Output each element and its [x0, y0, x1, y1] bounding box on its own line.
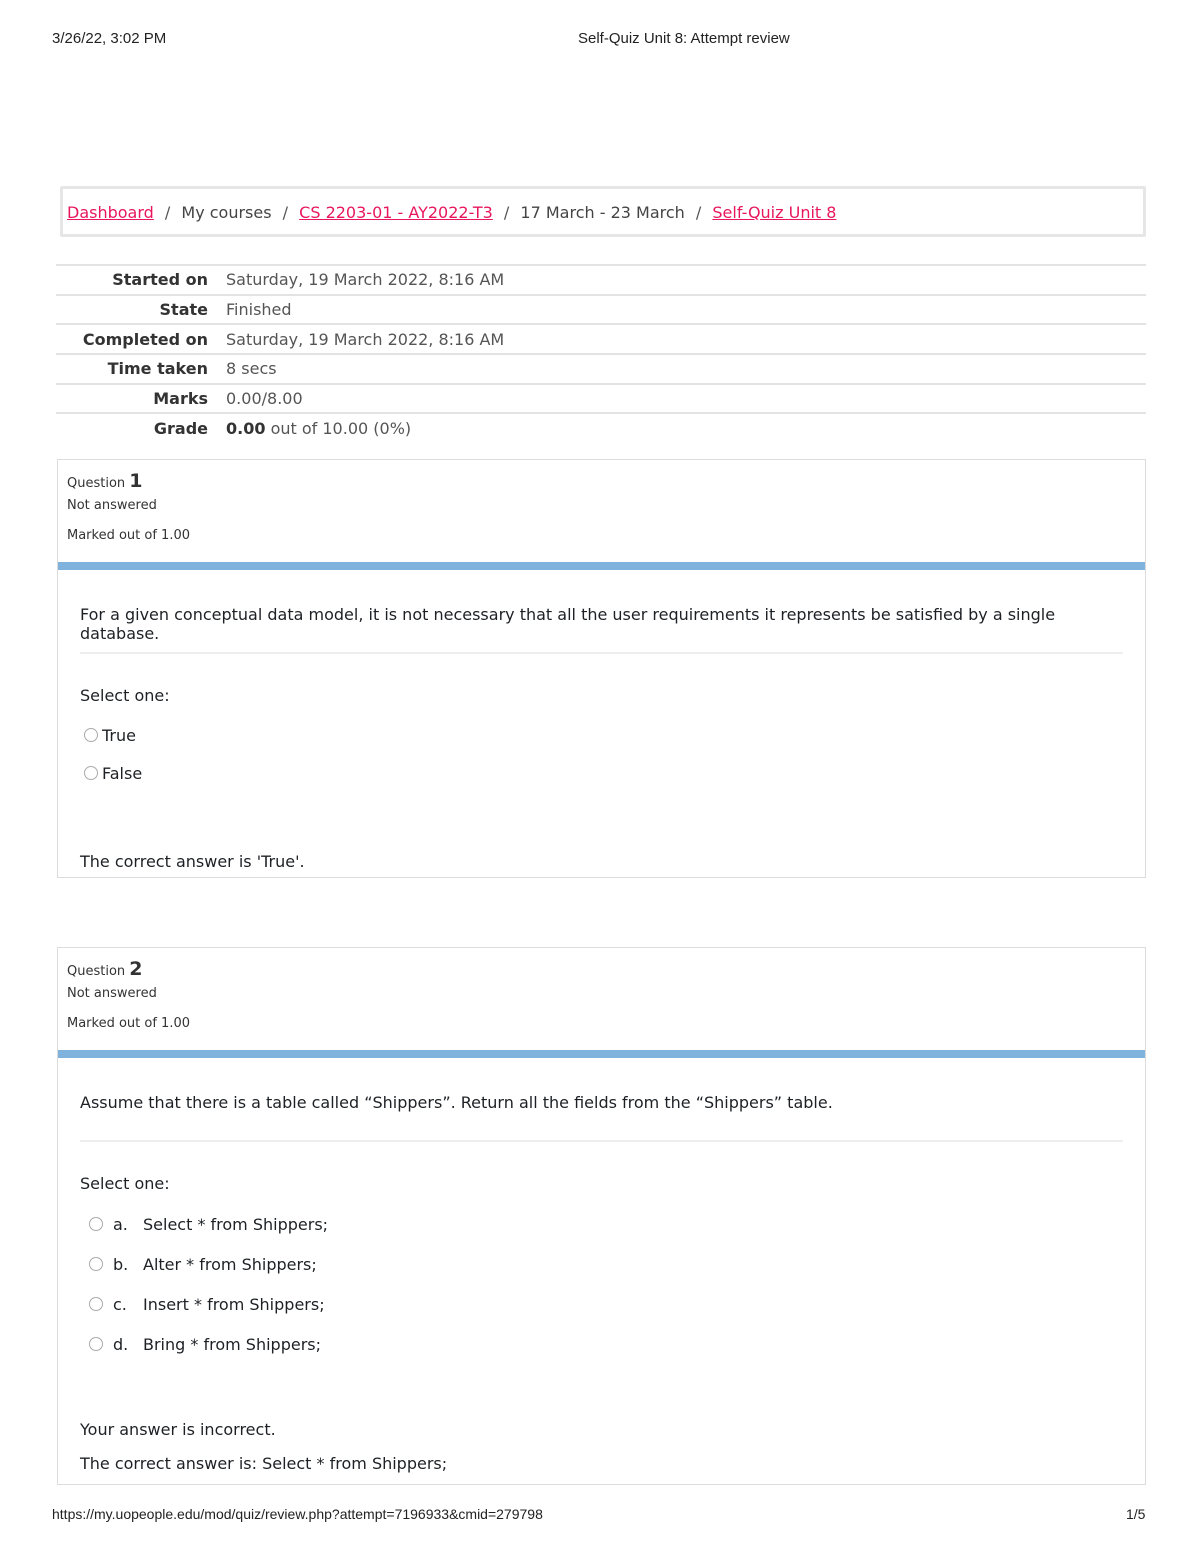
- question-divider-bar: [58, 562, 1145, 570]
- radio-button[interactable]: [89, 1297, 103, 1311]
- summary-label: Marks: [153, 389, 208, 409]
- breadcrumb: [60, 186, 1146, 237]
- question-text: Assume that there is a table called “Shippers”. Return all the fields from the “Shippers” table.: [80, 1058, 1123, 1142]
- option-letter: b.: [113, 1254, 129, 1274]
- question-status: Not answered: [67, 986, 157, 1001]
- question-label: Question: [67, 964, 126, 979]
- answer-option-b[interactable]: [80, 1244, 1123, 1284]
- question-label: Question: [67, 476, 126, 491]
- option-letter: d.: [113, 1334, 129, 1354]
- summary-label: Completed on: [82, 329, 208, 349]
- summary-label: Grade: [153, 419, 208, 439]
- question-1: [57, 459, 1146, 878]
- summary-value: Saturday, 19 March 2022, 8:16 AM: [226, 329, 505, 349]
- print-datetime: 3/26/22, 3:02 PM: [52, 30, 167, 47]
- question-number: [67, 958, 1145, 986]
- radio-button[interactable]: [89, 1257, 103, 1271]
- summary-row-marks: [56, 384, 1146, 414]
- summary-value: [226, 413, 1146, 443]
- radio-button[interactable]: [84, 766, 98, 780]
- option-text: Alter * from Shippers;: [143, 1254, 317, 1274]
- summary-value: 8 secs: [226, 359, 277, 379]
- correct-answer-text: The correct answer is: Select * from Shippers;: [80, 1453, 448, 1473]
- summary-value: Finished: [226, 300, 292, 320]
- question-feedback: [58, 844, 1145, 878]
- question-info: [58, 948, 1145, 1050]
- summary-row-completed-on: [56, 324, 1146, 354]
- summary-row-state: [56, 295, 1146, 325]
- question-divider-bar: [58, 1050, 1145, 1058]
- select-one-label: Select one:: [80, 1174, 170, 1193]
- question-number: [67, 470, 1145, 498]
- print-page-title: Self-Quiz Unit 8: Attempt review: [578, 30, 790, 47]
- breadcrumb-dashboard[interactable]: Dashboard: [67, 203, 154, 222]
- answer-option-false[interactable]: [80, 754, 1123, 792]
- radio-button[interactable]: [84, 728, 98, 742]
- question-content: [58, 1058, 1145, 1364]
- option-text: True: [102, 725, 136, 745]
- answer-option-true[interactable]: [80, 716, 1123, 754]
- print-url: https://my.uopeople.edu/mod/quiz/review.php?attempt=7196933&cmid=279798: [52, 1506, 543, 1522]
- question-num: 2: [129, 958, 143, 980]
- summary-value: 0.00/8.00: [226, 389, 303, 409]
- question-marked-out-of: Marked out of 1.00: [67, 528, 191, 543]
- option-text: Bring * from Shippers;: [143, 1334, 321, 1354]
- breadcrumb-course[interactable]: CS 2203-01 - AY2022-T3: [299, 203, 493, 222]
- answer-option-c[interactable]: [80, 1284, 1123, 1324]
- option-letter: a.: [113, 1214, 128, 1234]
- question-num: 1: [129, 470, 143, 492]
- question-text: For a given conceptual data model, it is not necessary that all the user requirements it represents be satisfied by a single database.: [80, 570, 1123, 654]
- option-text: Select * from Shippers;: [143, 1214, 329, 1234]
- question-content: [58, 570, 1145, 792]
- question-feedback: [58, 1412, 1145, 1480]
- attempt-summary-table: [56, 264, 1146, 443]
- grade-out-of: out of 10.00 (0%): [270, 419, 412, 439]
- breadcrumb-separator: /: [695, 203, 702, 222]
- answer-option-d[interactable]: [80, 1324, 1123, 1364]
- grade-score: 0.00: [226, 419, 266, 439]
- option-text: False: [102, 763, 143, 783]
- summary-label: Started on: [112, 270, 208, 290]
- correct-answer-text: The correct answer is 'True'.: [80, 851, 305, 871]
- summary-row-time-taken: [56, 354, 1146, 384]
- answer-result-text: Your answer is incorrect.: [80, 1419, 276, 1439]
- question-2: [57, 947, 1146, 1485]
- breadcrumb-separator: /: [503, 203, 510, 222]
- answer-option-a[interactable]: [80, 1204, 1123, 1244]
- breadcrumb-separator: /: [164, 203, 171, 222]
- radio-button[interactable]: [89, 1337, 103, 1351]
- breadcrumb-week: 17 March - 23 March: [520, 203, 685, 222]
- radio-button[interactable]: [89, 1217, 103, 1231]
- summary-label: State: [159, 300, 208, 320]
- summary-label: Time taken: [107, 359, 208, 379]
- question-info: [58, 460, 1145, 562]
- question-marked-out-of: Marked out of 1.00: [67, 1016, 191, 1031]
- option-letter: c.: [113, 1294, 127, 1314]
- breadcrumb-quiz[interactable]: Self-Quiz Unit 8: [712, 203, 837, 222]
- summary-row-started-on: [56, 265, 1146, 295]
- select-one-label: Select one:: [80, 686, 170, 705]
- question-status: Not answered: [67, 498, 157, 513]
- print-page-number: 1/5: [1126, 1506, 1146, 1522]
- breadcrumb-separator: /: [282, 203, 289, 222]
- option-text: Insert * from Shippers;: [143, 1294, 325, 1314]
- summary-value: Saturday, 19 March 2022, 8:16 AM: [226, 270, 505, 290]
- breadcrumb-my-courses: My courses: [181, 203, 272, 222]
- summary-row-grade: [56, 413, 1146, 443]
